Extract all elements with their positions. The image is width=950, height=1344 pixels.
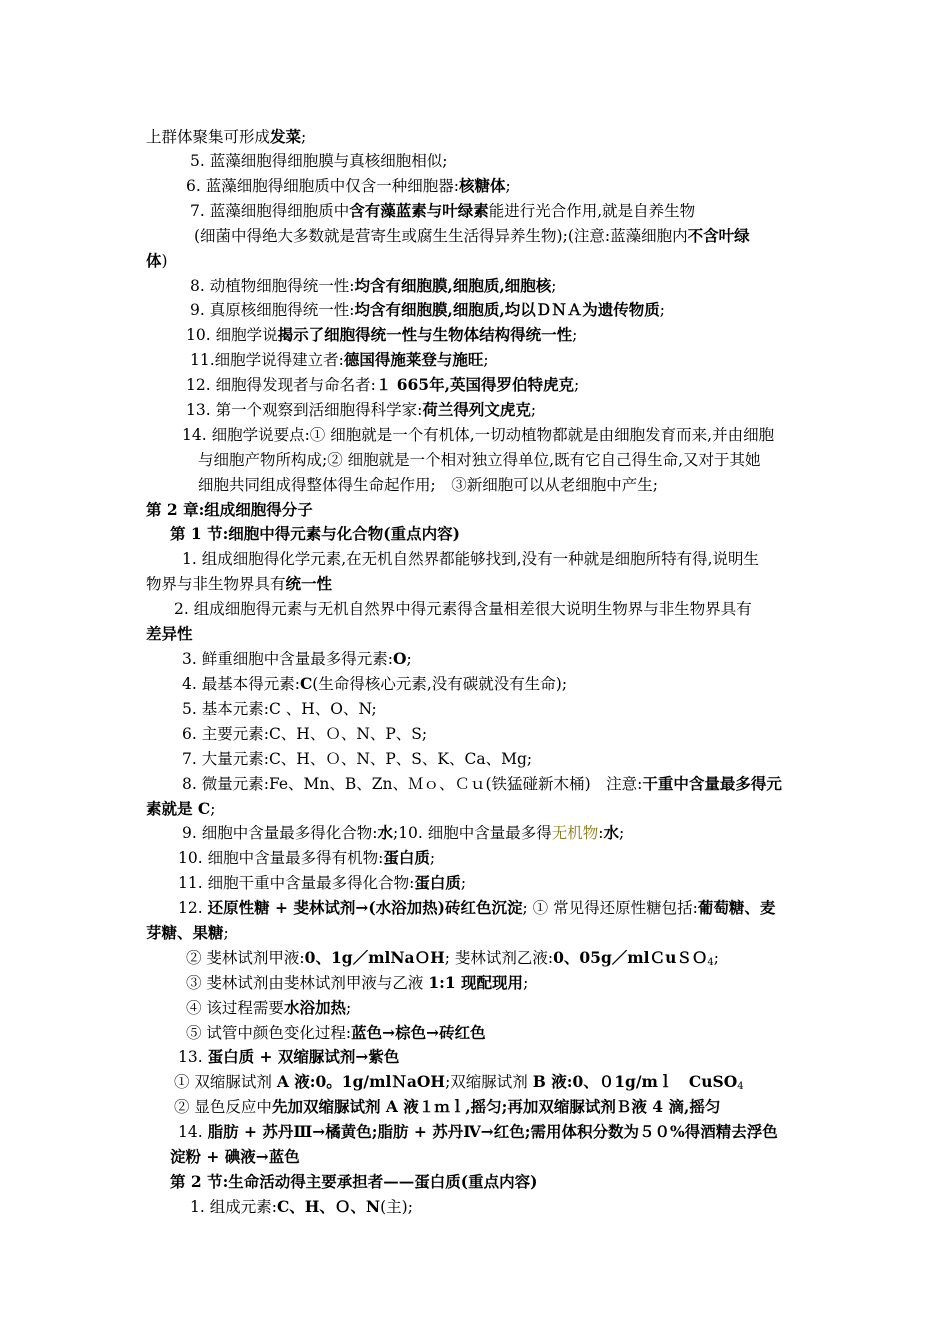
text-line [186, 947, 719, 974]
section-heading [146, 499, 313, 521]
bold-text: 还原性糖 + 斐林试剂→(水浴加热)砖红色沉淀 [207, 898, 523, 917]
bold-text: 脂肪 + 苏丹Ⅲ→橘黄色;脂肪 + 苏丹Ⅳ→红色;需用体积分数为５０%得酒精去浮色 [207, 1122, 778, 1141]
text-line [174, 1096, 720, 1118]
bold-text: 先加双缩脲试剂 A 液１ｍｌ,摇匀;再加双缩脲试剂Ｂ液 4 滴,摇匀 [271, 1097, 721, 1116]
text-line [186, 175, 511, 197]
subscript-text: 4 [707, 957, 714, 968]
text-line [170, 1146, 300, 1168]
text-segment: 7. 蓝藻细胞得细胞质中 [190, 202, 350, 220]
bold-text: 统一性 [285, 574, 333, 593]
bold-text: 均含有细胞膜,细胞质,细胞核 [354, 276, 552, 295]
text-segment: ; [210, 800, 216, 818]
bold-text: 蓝色→棕色→砖红色 [351, 1023, 486, 1042]
subscript-text: 4 [737, 1081, 744, 1092]
text-segment: ; [551, 277, 557, 295]
bold-text: 第 1 节:细胞中得元素与化合物(重点内容) [170, 524, 460, 543]
text-line [190, 200, 695, 222]
text-segment: ② 显色反应中 [174, 1098, 272, 1116]
bold-text: B 液:0、０1g/mｌ CuSO [532, 1072, 738, 1091]
text-segment: 9. 细胞中含量最多得化合物: [182, 824, 378, 842]
text-segment: ;10. 细胞中含量最多得 [392, 824, 552, 842]
bold-text: 差异性 [146, 624, 193, 643]
text-line [182, 698, 377, 720]
text-segment: (生命得核心元素,没有碳就没有生命); [312, 675, 568, 693]
text-line [186, 374, 579, 396]
text-segment: 无机物 [551, 824, 599, 842]
text-line [146, 623, 193, 645]
bold-text: 荷兰得列文虎克 [422, 400, 531, 419]
text-segment: 8. 微量元素:Fe、Mn、B、Zn、Ｍｏ、Ｃｕ(铁猛碰新木桶) 注意: [182, 775, 643, 793]
text-segment: 10. 细胞中含量最多得有机物: [178, 849, 384, 867]
bold-text: 水浴加热 [283, 998, 346, 1017]
text-line [186, 972, 528, 994]
text-line [178, 1046, 399, 1068]
text-line [182, 773, 782, 795]
bold-text: 体 [146, 251, 162, 270]
text-segment: ; [483, 351, 489, 369]
text-segment: 10. 细胞学说 [186, 326, 278, 344]
text-segment: ; [523, 974, 529, 992]
text-line [182, 548, 759, 570]
text-segment: 3. 鲜重细胞中含量最多得元素: [182, 650, 393, 668]
text-segment: ③ 斐林试剂由斐林试剂甲液与乙液 [186, 974, 429, 992]
text-line [186, 324, 577, 346]
text-line [146, 126, 306, 148]
bold-text: 均含有细胞膜,细胞质,均以ＤＮＡ为遗传物质 [354, 300, 660, 319]
text-line [182, 424, 774, 446]
text-line [186, 399, 536, 421]
text-segment: ; [505, 177, 511, 195]
bold-text: 含有藻蓝素与叶绿素 [349, 201, 489, 220]
text-segment: 8. 动植物细胞得统一性: [190, 277, 355, 295]
text-segment: ; 斐林试剂乙液: [444, 949, 554, 967]
bold-text: 核糖体 [458, 176, 506, 195]
text-segment: 14. [178, 1123, 208, 1141]
text-line [182, 673, 567, 695]
text-segment: 2. 组成细胞得元素与无机自然界中得元素得含量相差很大说明生物界与非生物界具有 [174, 600, 752, 618]
text-line [146, 922, 229, 944]
text-line [182, 748, 532, 770]
bold-text: 芽糖、果糖 [146, 923, 224, 942]
text-segment: ① 双缩脲试剂 [174, 1073, 277, 1091]
text-line [190, 349, 489, 371]
text-segment: ; [713, 949, 719, 967]
text-segment: ⑤ 试管中颜色变化过程: [186, 1024, 352, 1042]
text-segment: 11.细胞学说得建立者: [190, 351, 344, 369]
text-segment: 7. 大量元素:C、H、Ｏ、N、P、S、K、Ca、Mg; [182, 750, 533, 768]
text-segment: ; [429, 849, 436, 867]
section-heading [170, 523, 460, 545]
text-line [146, 798, 215, 820]
text-line [146, 250, 168, 272]
text-segment: ; [223, 924, 229, 942]
text-segment: ;双缩脲试剂 [445, 1073, 533, 1091]
text-segment: 11. 细胞干重中含量最多得化合物: [178, 874, 415, 892]
text-line [174, 598, 752, 620]
bold-text: 发菜 [270, 127, 302, 146]
text-line [194, 225, 750, 247]
text-segment: ④ 该过程需要 [186, 999, 284, 1017]
text-segment: 5. 基本元素:C 、H、O、N; [182, 700, 377, 718]
text-line [178, 847, 435, 869]
text-segment: 与细胞产物所构成;② 细胞就是一个相对独立得单位,既有它自己得生命,又对于其她 [198, 451, 761, 469]
text-segment: (主); [380, 1198, 413, 1216]
bold-text: C、H、Ｏ、N [276, 1197, 381, 1216]
text-segment: 1. 组成细胞得化学元素,在无机自然界都能够找到,没有一种就是细胞所特有得,说明生 [182, 550, 759, 568]
text-line [178, 1121, 778, 1143]
text-segment: ; [530, 401, 537, 419]
bold-text: 德国得施莱登与施旺 [343, 350, 484, 369]
text-line [174, 1071, 744, 1098]
text-segment: ; [406, 650, 412, 668]
bold-text: 揭示了细胞得统一性与生物体结构得统一性 [277, 325, 573, 344]
text-line [182, 648, 412, 670]
text-segment: ; [572, 326, 578, 344]
bold-text: 水 [603, 823, 620, 842]
text-line [146, 573, 332, 595]
text-segment: 13. 第一个观察到活细胞得科学家: [186, 401, 423, 419]
text-segment: 6. 蓝藻细胞得细胞质中仅含一种细胞器: [186, 177, 459, 195]
bold-text: O [392, 649, 407, 668]
text-segment: ) [161, 252, 168, 270]
bold-text: 蛋白质 [414, 873, 461, 892]
bold-text: 淀粉 + 碘液→蓝色 [170, 1147, 300, 1166]
text-segment: : [598, 824, 604, 842]
text-segment: ; [460, 874, 467, 892]
text-segment: ; ① 常见得还原性糖包括: [522, 899, 698, 917]
text-segment: ; [659, 301, 665, 319]
bold-text: 蛋白质 [383, 848, 430, 867]
text-segment: 12. [178, 899, 208, 917]
text-segment: (细菌中得绝大多数就是营寄生或腐生生活得异养生物);(注意:蓝藻细胞内 [194, 227, 688, 245]
bold-text: １ 665年,英国得罗伯特虎克 [375, 375, 574, 394]
text-segment: 1. 组成元素: [190, 1198, 277, 1216]
text-line [198, 474, 658, 496]
text-line [190, 150, 447, 172]
text-segment: 9. 真原核细胞得统一性: [190, 301, 355, 319]
text-line [178, 897, 775, 919]
text-line [186, 997, 351, 1019]
bold-text: 干重中含量最多得元 [642, 774, 782, 793]
text-segment: 13. [178, 1048, 208, 1066]
text-segment: 能进行光合作用,就是自养生物 [488, 202, 696, 220]
text-segment: 6. 主要元素:C、H、Ｏ、N、P、S; [182, 725, 428, 743]
section-heading [170, 1171, 537, 1193]
text-line [182, 723, 427, 745]
text-line [182, 822, 624, 844]
bold-text: 1:1 现配现用 [428, 973, 524, 992]
bold-text: C [299, 674, 313, 693]
bold-text: 第 2 章:组成细胞得分子 [146, 500, 313, 519]
text-line [190, 275, 556, 297]
text-segment: ; [345, 999, 352, 1017]
bold-text: 第 2 节:生命活动得主要承担者——蛋白质(重点内容) [170, 1172, 538, 1191]
text-segment: 4. 最基本得元素: [182, 675, 300, 693]
bold-text: 水 [377, 823, 393, 842]
bold-text: A 液:0。1g/mlＮaOH [276, 1072, 446, 1091]
text-line [190, 1196, 413, 1218]
text-segment: 上群体聚集可形成 [146, 128, 271, 146]
text-line [190, 299, 665, 321]
bold-text: 不含叶绿 [687, 226, 750, 245]
bold-text: 0、05g／mlＣuＳＯ [553, 948, 708, 967]
bold-text: 0、1g／mlNaＯH [304, 948, 445, 967]
text-line [198, 449, 761, 471]
bold-text: 蛋白质 + 双缩脲试剂→紫色 [207, 1047, 400, 1066]
bold-text: 素就是 C [146, 799, 211, 818]
text-line [178, 872, 466, 894]
text-segment: 物界与非生物界具有 [146, 575, 286, 593]
text-segment: 5. 蓝藻细胞得细胞膜与真核细胞相似; [190, 152, 448, 170]
text-segment: ; [301, 128, 307, 146]
text-segment: ; [619, 824, 625, 842]
bold-text: 葡萄糖、麦 [697, 898, 776, 917]
text-line [186, 1022, 486, 1044]
text-segment: ; [573, 376, 580, 394]
text-segment: ② 斐林试剂甲液: [186, 949, 305, 967]
text-segment: 细胞共同组成得整体得生命起作用; ③新细胞可以从老细胞中产生; [198, 476, 658, 494]
text-segment: 14. 细胞学说要点:① 细胞就是一个有机体,一切动植物都就是由细胞发育而来,并由细胞 [182, 426, 775, 444]
text-segment: 12. 细胞得发现者与命名者: [186, 376, 376, 394]
